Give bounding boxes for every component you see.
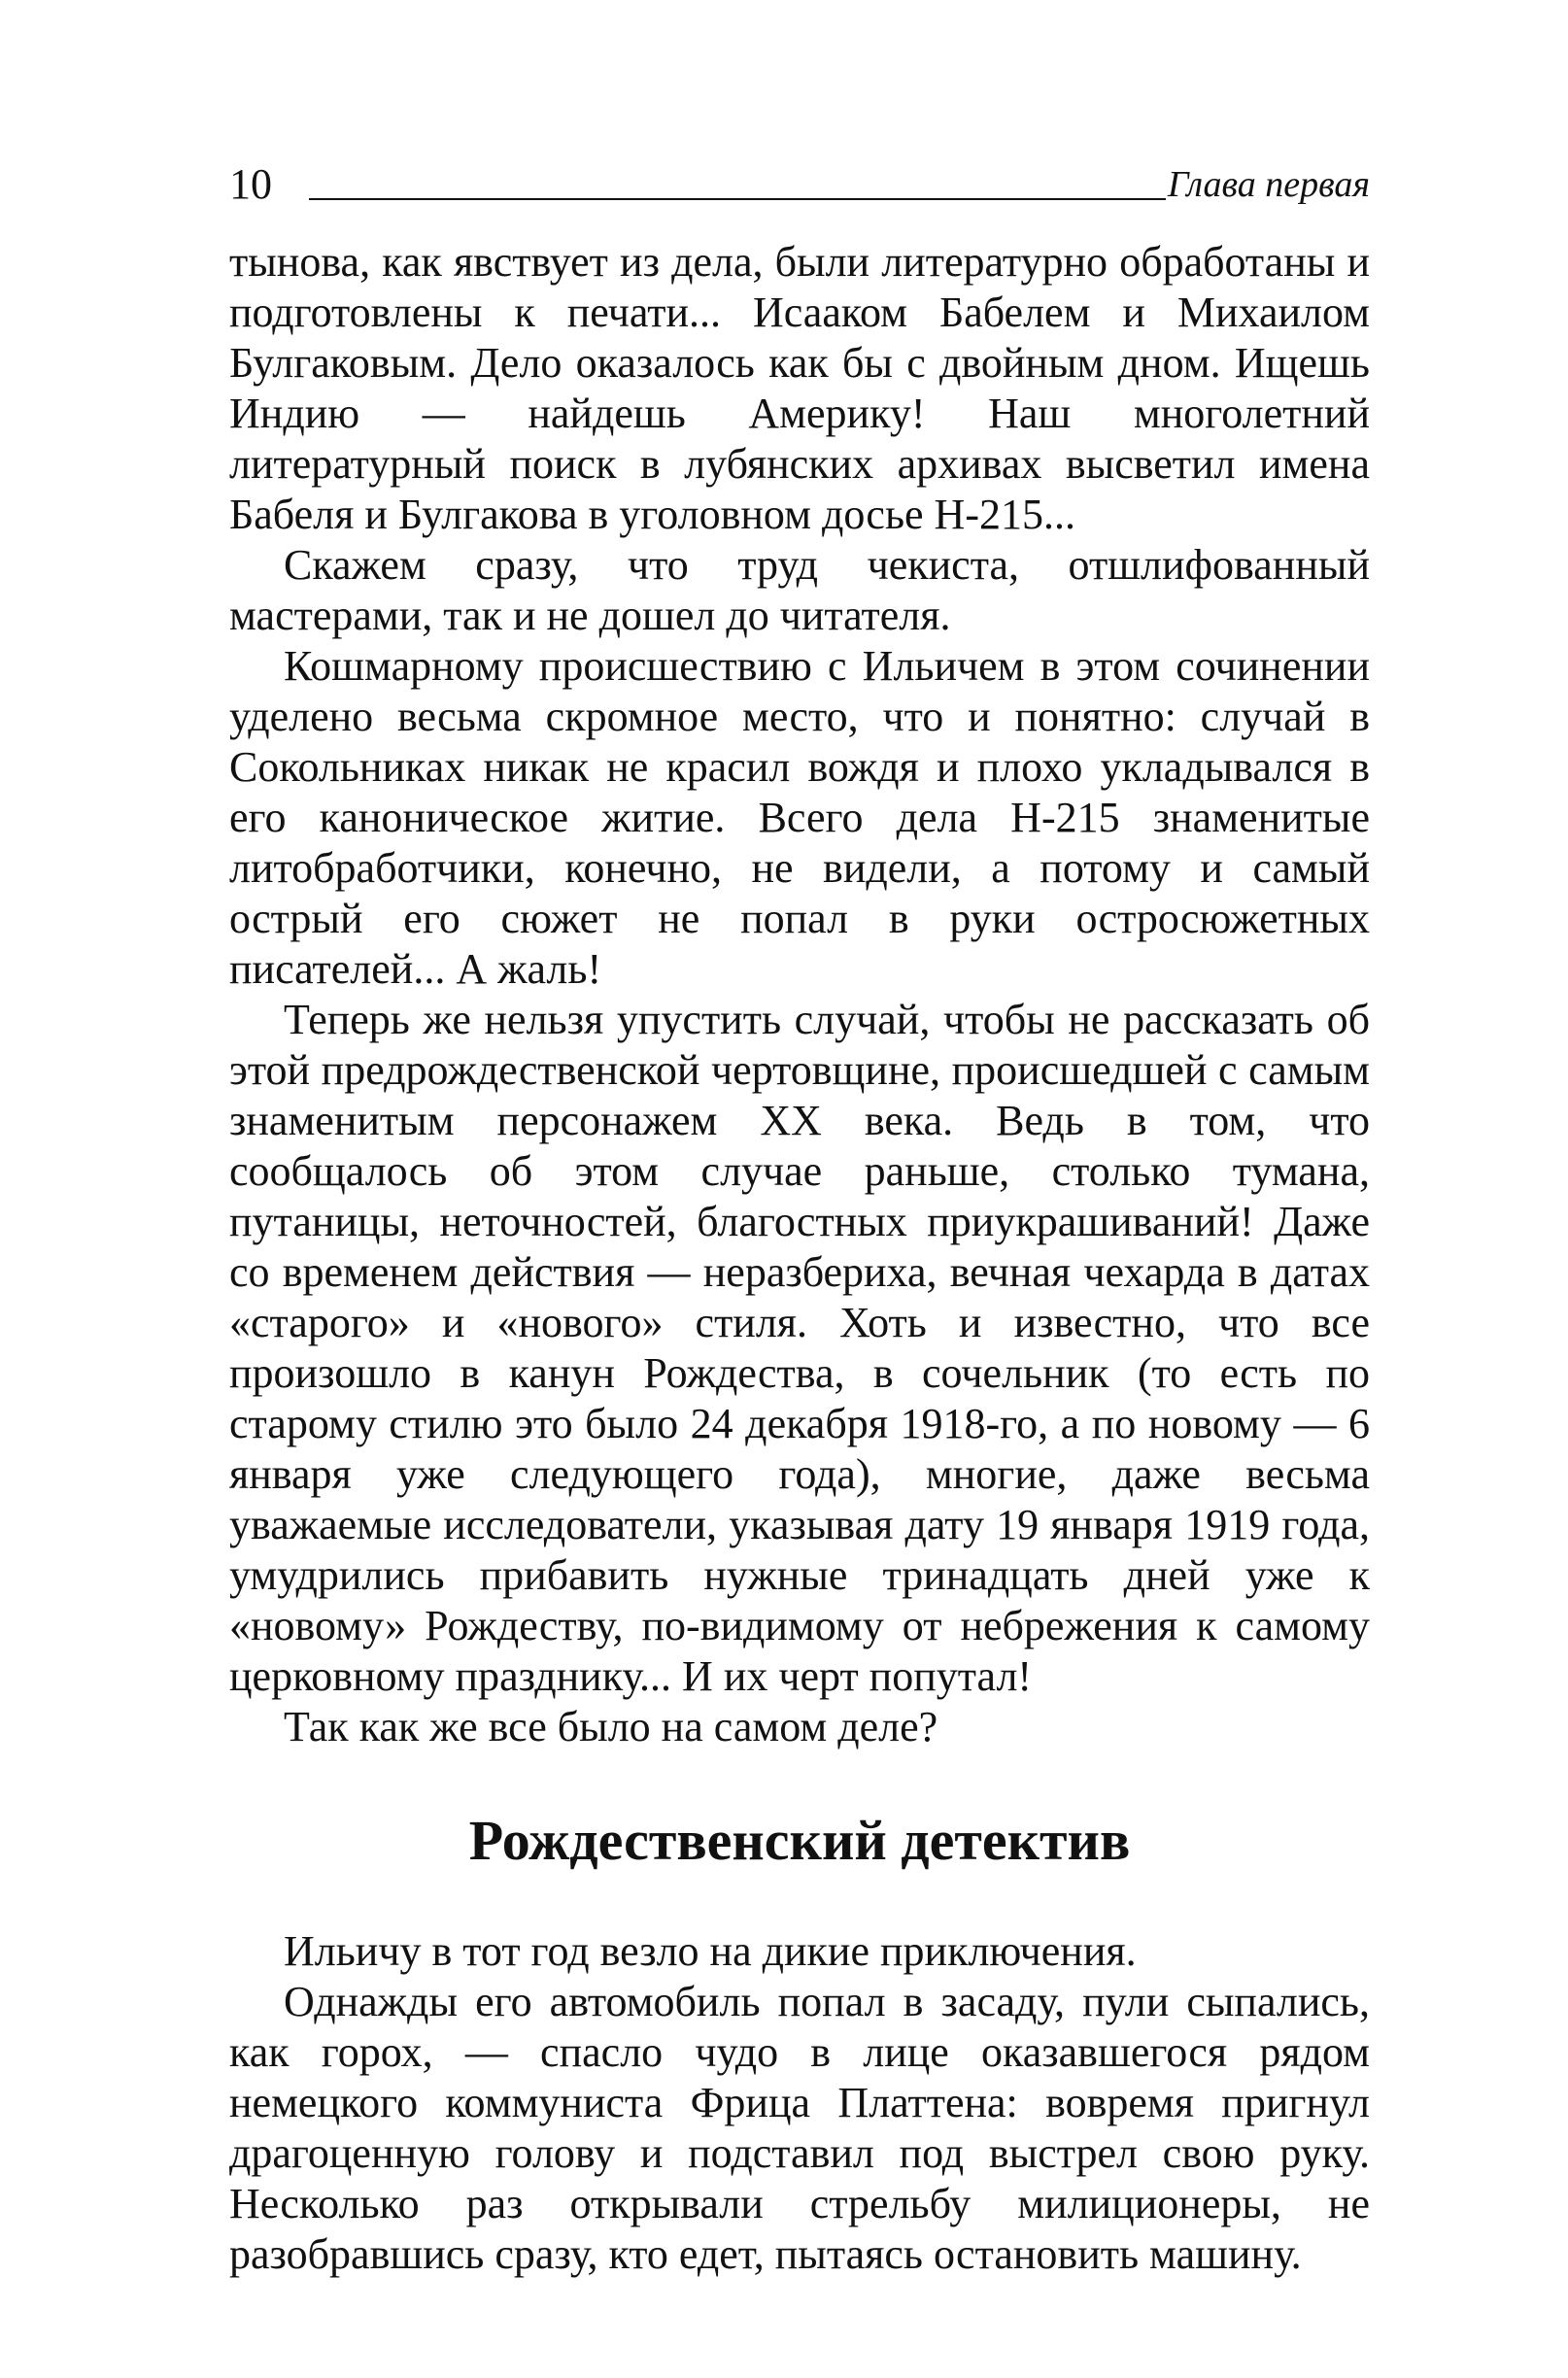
header-rule: [309, 198, 1166, 200]
paragraph: Теперь же нельзя упустить случай, чтобы не рассказать об этой предрождественской чертовщине, происшедшей с самым знаменитым персонажем XX века. Ведь в том, что сообщалось об этом случае раньше, столько тумана, путаницы, неточностей, благостных приукрашиваний! Даже со временем действия — неразбериха, вечная чехарда в датах «старого» и «нового» стиля. Хоть и известно, что все произошло в канун Рождества, в сочельник (то есть по старому стилю это было 24 декабря 1918-го, а по новому — 6 января уже следующего года), многие, даже весьма уважаемые исследователи, указывая дату 19 января 1919 года, умудрились прибавить нужные тринадцать дней уже к «новому» Рождеству, по-видимому от небрежения к самому церковному празднику... И их черт попутал!: [229, 996, 1370, 1700]
section-heading: Рождественский детектив: [468, 1809, 1131, 1872]
running-head: [229, 155, 1370, 214]
paragraph: Так как же все было на самом деле?: [284, 1703, 938, 1750]
paragraph-continued: тынова, как явствует из дела, были литературно обработаны и подготовлены к печати... Исааком Бабелем и Михаилом Булгаковым. Дело оказалось как бы с двойным дном. Ищешь Индию — найдешь Америку! Наш многолетний литературный поиск в лубянских архивах высветил имена Бабеля и Булгакова в уголовном досье Н-215...: [229, 238, 1370, 538]
paragraph: Скажем сразу, что труд чекиста, отшлифованный мастерами, так и не дошел до читателя.: [229, 541, 1370, 639]
paragraph: Ильичу в тот год везло на дикие приключения.: [284, 1927, 1137, 1975]
page-number: 10: [229, 160, 272, 208]
body-text: [229, 237, 1370, 2280]
paragraph: Кошмарному происшествию с Ильичем в этом сочинении уделено весьма скромное место, что и понятно: случай в Сокольниках никак не красил вождя и плохо укладывался в его каноническое житие. Всего дела Н-215 знаменитые литобработчики, конечно, не видели, а потому и самый острый его сюжет не попал в руки остросюжетных писателей... А жаль!: [229, 642, 1370, 993]
paragraph: Однажды его автомобиль попал в засаду, пули сыпались, как горох, — спасло чудо в лице оказавшегося рядом немецкого коммуниста Фрица Платтена: вовремя пригнул драгоценную голову и подставил под выстрел свою руку. Несколько раз открывали стрельбу милиционеры, не разобравшись сразу, кто едет, пытаясь остановить машину.: [229, 1978, 1370, 2278]
chapter-title: Глава первая: [1167, 164, 1370, 205]
